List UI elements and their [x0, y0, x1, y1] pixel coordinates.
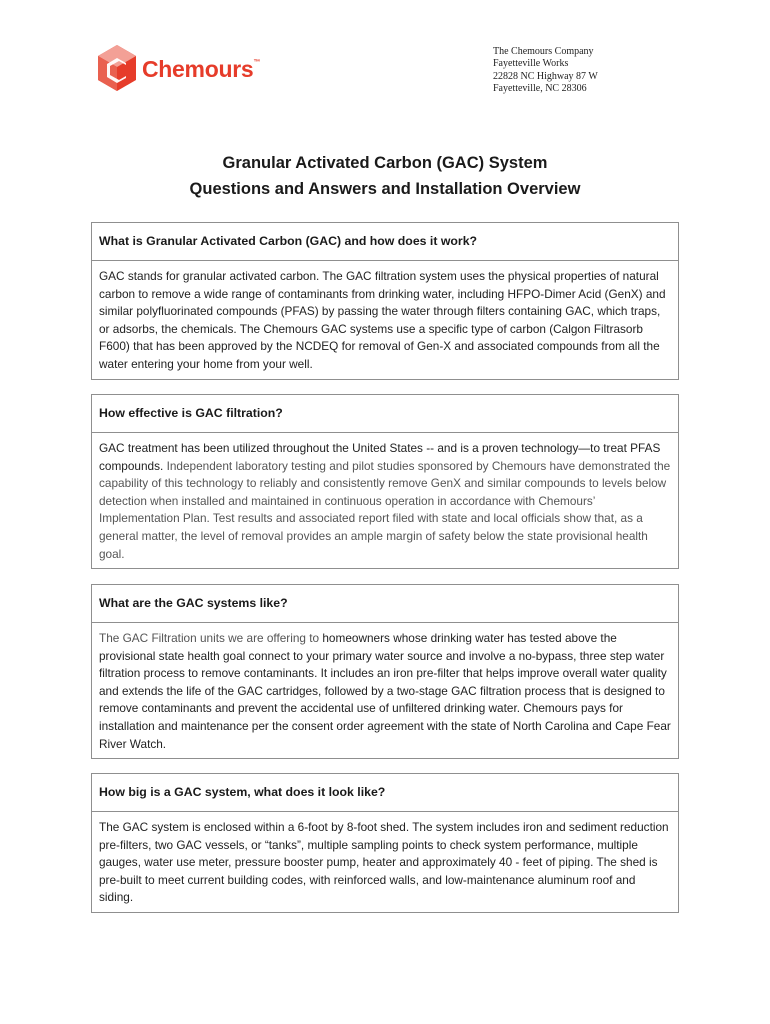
section-question: What is Granular Activated Carbon (GAC) and how does it work? [92, 223, 678, 261]
answer-text: homeowners whose drinking water has tested above the provisional state health goal connect to your primary water source and involve a no-bypass, three step water filtration process to remove contaminants. It includes an iron pre-filter that helps improve overall water quality and extends the life of the GAC cartridges, followed by a two-stage GAC filtration process that is designed to remove contaminants and prevent the accidental use of unfiltered drinking water. Chemours pays for installation and maintenance per the consent order agreement with the state of North Carolina and Cape Fear River Watch. [99, 631, 671, 751]
section-answer: The GAC system is enclosed within a 6-foot by 8-foot shed. The system includes iron and sediment reduction pre-filters, two GAC vessels, or “tanks”, multiple sampling points to check system performance, multiple gauges, water use meter, pressure booster pump, heater and approximately 40 - feet of piping. The shed is pre-built to meet current building codes, with reinforced walls, and low-maintenance aluminum roof and siding. [99, 820, 669, 905]
chemours-hexagon-icon [96, 44, 138, 92]
answer-text: Independent laboratory testing and pilot studies sponsored by Chemours have demonstrated the capability of this technology to reliably and consistently remove GenX and similar compounds to levels below detection when installed and maintained in continuous operation in accordance with Chemours’ Implementation Plan. Test results and associated report filed with state and local officials show that, as a general matter, the level of removal provides an ample margin of safety below the state provisional health goal. [99, 458, 671, 561]
answer-text: GAC treatment has been utilized throughout the United States -- and is a proven technology—to treat PFAS compounds. [99, 441, 661, 473]
company-address [493, 46, 598, 95]
logo-wordmark: Chemours™ [142, 55, 261, 82]
address-line: 22828 NC Highway 87 W [493, 70, 598, 82]
qa-section-effectiveness [91, 394, 679, 569]
section-question: What are the GAC systems like? [92, 585, 678, 623]
address-line: Fayetteville Works [493, 58, 569, 70]
title-line-1: Granular Activated Carbon (GAC) System [222, 154, 548, 172]
title-line-2: Questions and Answers and Installation Overview [189, 180, 581, 198]
section-answer: GAC stands for granular activated carbon. The GAC filtration system uses the physical properties of natural carbon to remove a wide range of contaminants from drinking water, including HFPO-Dimer Acid (GenX) and similar polyfluorinated compounds (PFAS) by passing the water through filters containing GAC, which traps, or adsorbs, the chemicals. The Chemours GAC systems use a specific type of carbon (Calgon Filtrasorb F600) that has been approved by the NCDEQ for removal of Gen-X and associated compounds from all the water entering your home from your well. [99, 269, 666, 371]
address-line: Fayetteville, NC 28306 [493, 82, 587, 94]
section-answer [92, 623, 678, 758]
section-question: How effective is GAC filtration? [92, 395, 678, 433]
section-answer [92, 433, 678, 568]
section-question: How big is a GAC system, what does it look like? [92, 774, 678, 812]
qa-section-system-size [91, 773, 679, 913]
qa-section-systems-like [91, 584, 679, 759]
address-line: The Chemours Company [493, 46, 594, 57]
answer-text: The GAC Filtration units we are offering to [99, 631, 320, 645]
qa-section-what-is-gac [91, 222, 679, 380]
chemours-logo [96, 44, 260, 92]
document-title [0, 150, 770, 202]
